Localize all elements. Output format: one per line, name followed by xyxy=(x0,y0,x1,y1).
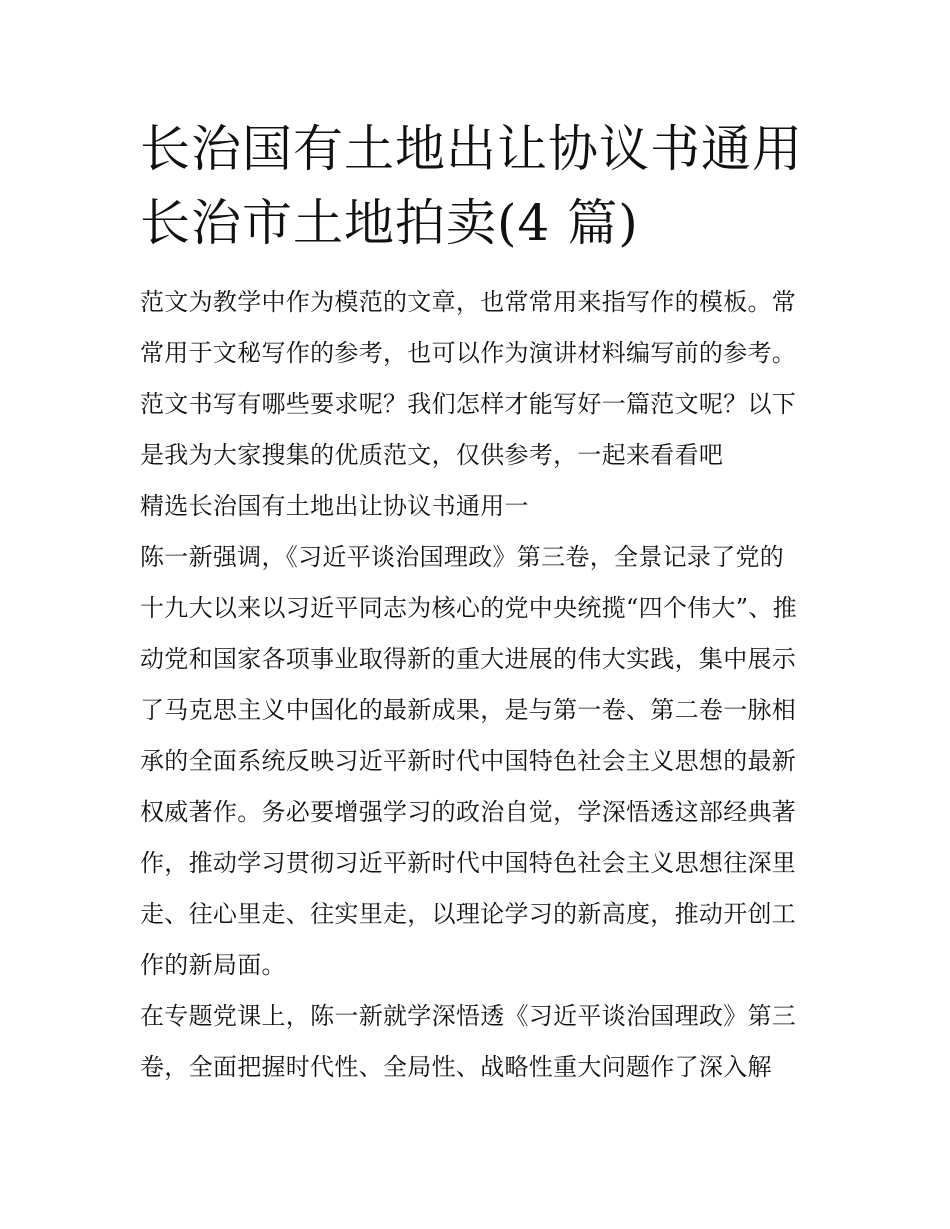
paragraph-line: 权威著作。务必要增强学习的政治自觉，学深悟透这部经典著 xyxy=(140,798,797,826)
paragraph-line: 在专题党课上，陈一新就学深悟透《习近平谈治国理政》第三 xyxy=(140,1002,797,1030)
paragraph-line: 动党和国家各项事业取得新的重大进展的伟大实践，集中展示 xyxy=(140,645,797,673)
paragraph-line: 走、往心里走、往实里走，以理论学习的新高度，推动开创工 xyxy=(140,900,797,928)
title-line: 长治国有土地出让协议书通用 xyxy=(140,120,803,178)
paragraph-line: 了马克思主义中国化的最新成果，是与第一卷、第二卷一脉相 xyxy=(140,696,797,724)
section-heading: 精选长治国有土地出让协议书通用一 xyxy=(140,492,529,520)
document-title xyxy=(140,112,840,260)
paragraph-line: 作，推动学习贯彻习近平新时代中国特色社会主义思想往深里 xyxy=(140,849,797,877)
paragraph-line: 十九大以来以习近平同志为核心的党中央统揽“四个伟大”、推 xyxy=(140,594,797,622)
intro-line: 常用于文秘写作的参考，也可以作为演讲材料编写前的参考。 xyxy=(140,339,797,367)
paragraph-line: 卷，全面把握时代性、全局性、战略性重大问题作了深入解 xyxy=(140,1053,772,1081)
paragraph-line: 承的全面系统反映习近平新时代中国特色社会主义思想的最新 xyxy=(140,747,797,775)
intro-line: 范文为教学中作为模范的文章，也常常用来指写作的模板。常 xyxy=(140,288,797,316)
paragraph-line: 作的新局面。 xyxy=(140,951,286,979)
title-line: 长治市土地拍卖(4 篇) xyxy=(140,194,639,252)
document-body xyxy=(140,282,810,1098)
intro-line: 范文书写有哪些要求呢？我们怎样才能写好一篇范文呢？以下 xyxy=(140,390,797,418)
paragraph-line: 陈一新强调，《习近平谈治国理政》第三卷，全景记录了党的 xyxy=(140,543,785,571)
intro-line: 是我为大家搜集的优质范文，仅供参考，一起来看看吧 xyxy=(140,441,724,469)
